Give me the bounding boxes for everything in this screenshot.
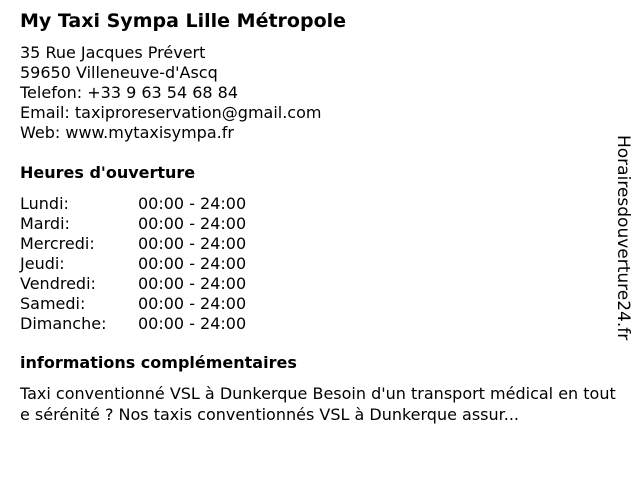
day-label: Mardi:: [20, 214, 70, 233]
phone-number: Telefon: +33 9 63 54 68 84: [20, 83, 239, 102]
street-address: 35 Rue Jacques Prévert: [20, 43, 206, 62]
opening-hours-heading: Heures d'ouverture: [20, 163, 196, 182]
email-address: Email: taxiproreservation@gmail.com: [20, 103, 322, 122]
hours-row-friday: [20, 274, 280, 294]
time-range: 00:00 - 24:00: [138, 254, 247, 273]
hours-row-wednesday: [20, 234, 280, 254]
website: Web: www.mytaxisympa.fr: [20, 123, 234, 142]
hours-row-tuesday: [20, 214, 280, 234]
time-range: 00:00 - 24:00: [138, 194, 247, 213]
day-label: Mercredi:: [20, 234, 95, 253]
hours-row-monday: [20, 194, 280, 214]
day-label: Vendredi:: [20, 274, 96, 293]
business-name: My Taxi Sympa Lille Métropole: [20, 10, 347, 32]
day-label: Jeudi:: [20, 254, 65, 273]
time-range: 00:00 - 24:00: [138, 214, 247, 233]
opening-hours-table: [20, 194, 280, 334]
contact-block: [20, 43, 321, 143]
hours-row-sunday: [20, 314, 280, 334]
day-label: Samedi:: [20, 294, 86, 313]
time-range: 00:00 - 24:00: [138, 274, 247, 293]
additional-info-heading: informations complémentaires: [20, 353, 297, 372]
additional-info-text: Taxi conventionné VSL à Dunkerque Besoin d'un transport médical en toute sérénité ? Nos taxis conventionnés VSL à Dunkerque assur...: [20, 384, 616, 424]
day-label: Lundi:: [20, 194, 69, 213]
time-range: 00:00 - 24:00: [138, 234, 247, 253]
time-range: 00:00 - 24:00: [138, 314, 247, 333]
watermark-text: Horairesdouverture24.fr: [613, 135, 633, 341]
hours-row-saturday: [20, 294, 280, 314]
day-label: Dimanche:: [20, 314, 107, 333]
site-watermark: [611, 135, 633, 375]
time-range: 00:00 - 24:00: [138, 294, 247, 313]
city-address: 59650 Villeneuve-d'Ascq: [20, 63, 218, 82]
hours-row-thursday: [20, 254, 280, 274]
